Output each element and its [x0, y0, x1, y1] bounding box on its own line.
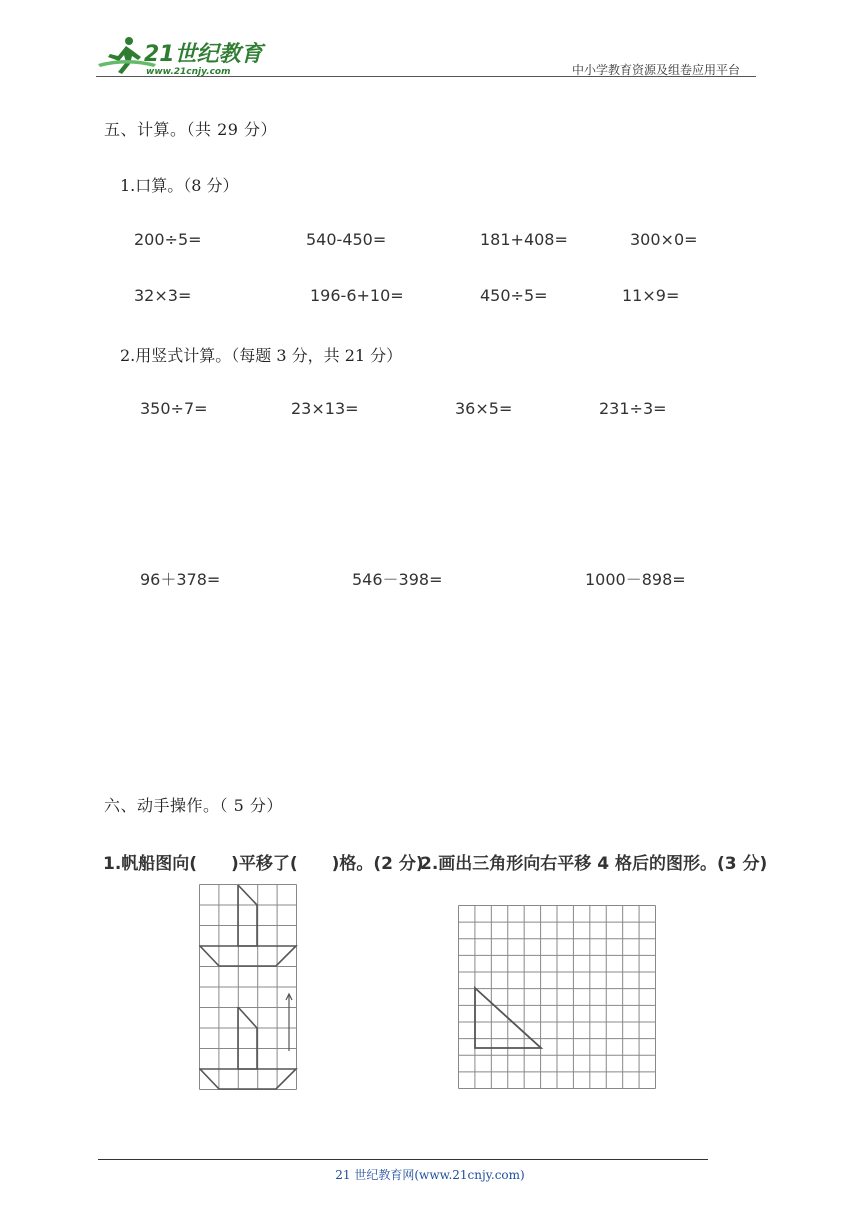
mental-math-title: 1.口算。（8 分）: [120, 176, 239, 195]
vertical-problem: 231÷3=: [599, 399, 667, 418]
vertical-problem: 1000－898=: [585, 570, 686, 589]
triangle-task: 2.画出三角形向右平移 4 格后的图形。(3 分): [420, 854, 768, 874]
mental-problem: 540-450=: [306, 230, 387, 249]
footer-divider: [98, 1159, 708, 1160]
section6-title: 六、动手操作。（ 5 分）: [104, 796, 283, 815]
vertical-problem: 350÷7=: [140, 399, 208, 418]
vertical-problem: 36×5=: [455, 399, 513, 418]
header-platform-text: 中小学教育资源及组卷应用平台: [572, 63, 741, 77]
mental-problem: 32×3=: [134, 286, 192, 305]
sailboat-grid: [199, 884, 299, 1090]
vertical-problem: 546－398=: [352, 570, 443, 589]
mental-problem: 11×9=: [622, 286, 680, 305]
upper-sailboat: [238, 885, 257, 946]
logo-text: 21世纪教育: [144, 42, 263, 67]
mental-problem: 181+408=: [480, 230, 568, 249]
logo-url: www.21cnjy.com: [146, 67, 231, 77]
section5-title: 五、计算。（共 29 分）: [104, 120, 278, 139]
upper-hull: [200, 946, 296, 966]
site-logo: [96, 34, 266, 78]
footer-link[interactable]: 21 世纪教育网(www.21cnjy.com): [335, 1168, 525, 1182]
vertical-problem: 96＋378=: [140, 570, 221, 589]
triangle-grid: [458, 905, 658, 1089]
lower-hull: [200, 1069, 296, 1089]
vertical-calc-title: 2.用竖式计算。（每题 3 分，共 21 分）: [120, 346, 403, 365]
vertical-problem: 23×13=: [291, 399, 359, 418]
mental-problem: 200÷5=: [134, 230, 202, 249]
lower-sailboat: [238, 1007, 257, 1069]
header-divider: [96, 76, 756, 77]
mental-problem: 300×0=: [630, 230, 698, 249]
sailboat-task: 1.帆船图向( )平移了( )格。(2 分): [103, 854, 424, 874]
mental-problem: 196-6+10=: [310, 286, 404, 305]
translation-arrow: [286, 994, 292, 1051]
mental-problem: 450÷5=: [480, 286, 548, 305]
